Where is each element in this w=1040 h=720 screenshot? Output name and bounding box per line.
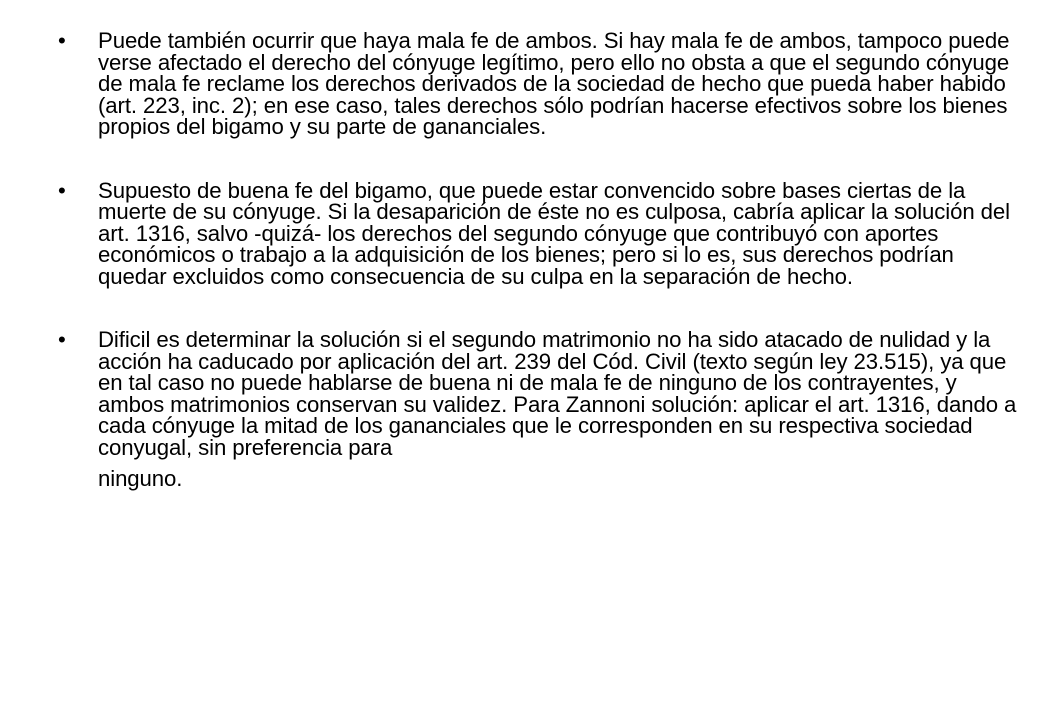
bullet-item-1 [58, 30, 1018, 138]
bullet-marker: • [58, 327, 66, 352]
bullet-list [58, 30, 1018, 532]
bullet-item-3 [58, 329, 1018, 490]
bullet-marker: • [58, 177, 66, 203]
bullet-text: Supuesto de buena fe del bigamo, que puede estar convencido sobre bases ciertas de la muerte de su cónyuge. Si la desaparición de éste no es culposa, cabría aplicar la solución del art. 1316, salvo -quizá- los derechos del segundo cónyuge que contribuyó con aportes económicos o trabajo a la adquisición de los bienes; pero si lo es, sus derechos podrían quedar excluidos como consecuencia de su culpa en la separación de hecho. [98, 177, 1010, 289]
bullet-text-last-line: ninguno. [98, 466, 183, 491]
bullet-item-2 [58, 177, 1018, 289]
bullet-text: Puede también ocurrir que haya mala fe de ambos. Si hay mala fe de ambos, tampoco puede verse afectado el derecho del cónyuge legítimo, pero ello no obsta a que el segundo cónyuge de mala fe reclame los derechos derivados de la sociedad de hecho que pueda haber habido (art. 223, inc. 2); en ese caso, tales derechos sólo podrían hacerse efectivos sobre los bienes propios del bigamo y su parte de gananciales. [98, 28, 1010, 139]
bullet-marker: • [58, 28, 66, 53]
bullet-text: Dificil es determinar la solución si el segundo matrimonio no ha sido atacado de nulidad y la acción ha caducado por aplicación del art. 239 del Cód. Civil (texto según ley 23.515), ya que en tal caso no puede hablarse de buena ni de mala fe de ninguno de los contrayentes, y ambos matrimonios conservan su validez. Para Zannoni solución: aplicar el art. 1316, dando a cada cónyuge la mitad de los gananciales que le corresponden en su respectiva sociedad conyugal, sin preferencia para [98, 327, 1017, 460]
